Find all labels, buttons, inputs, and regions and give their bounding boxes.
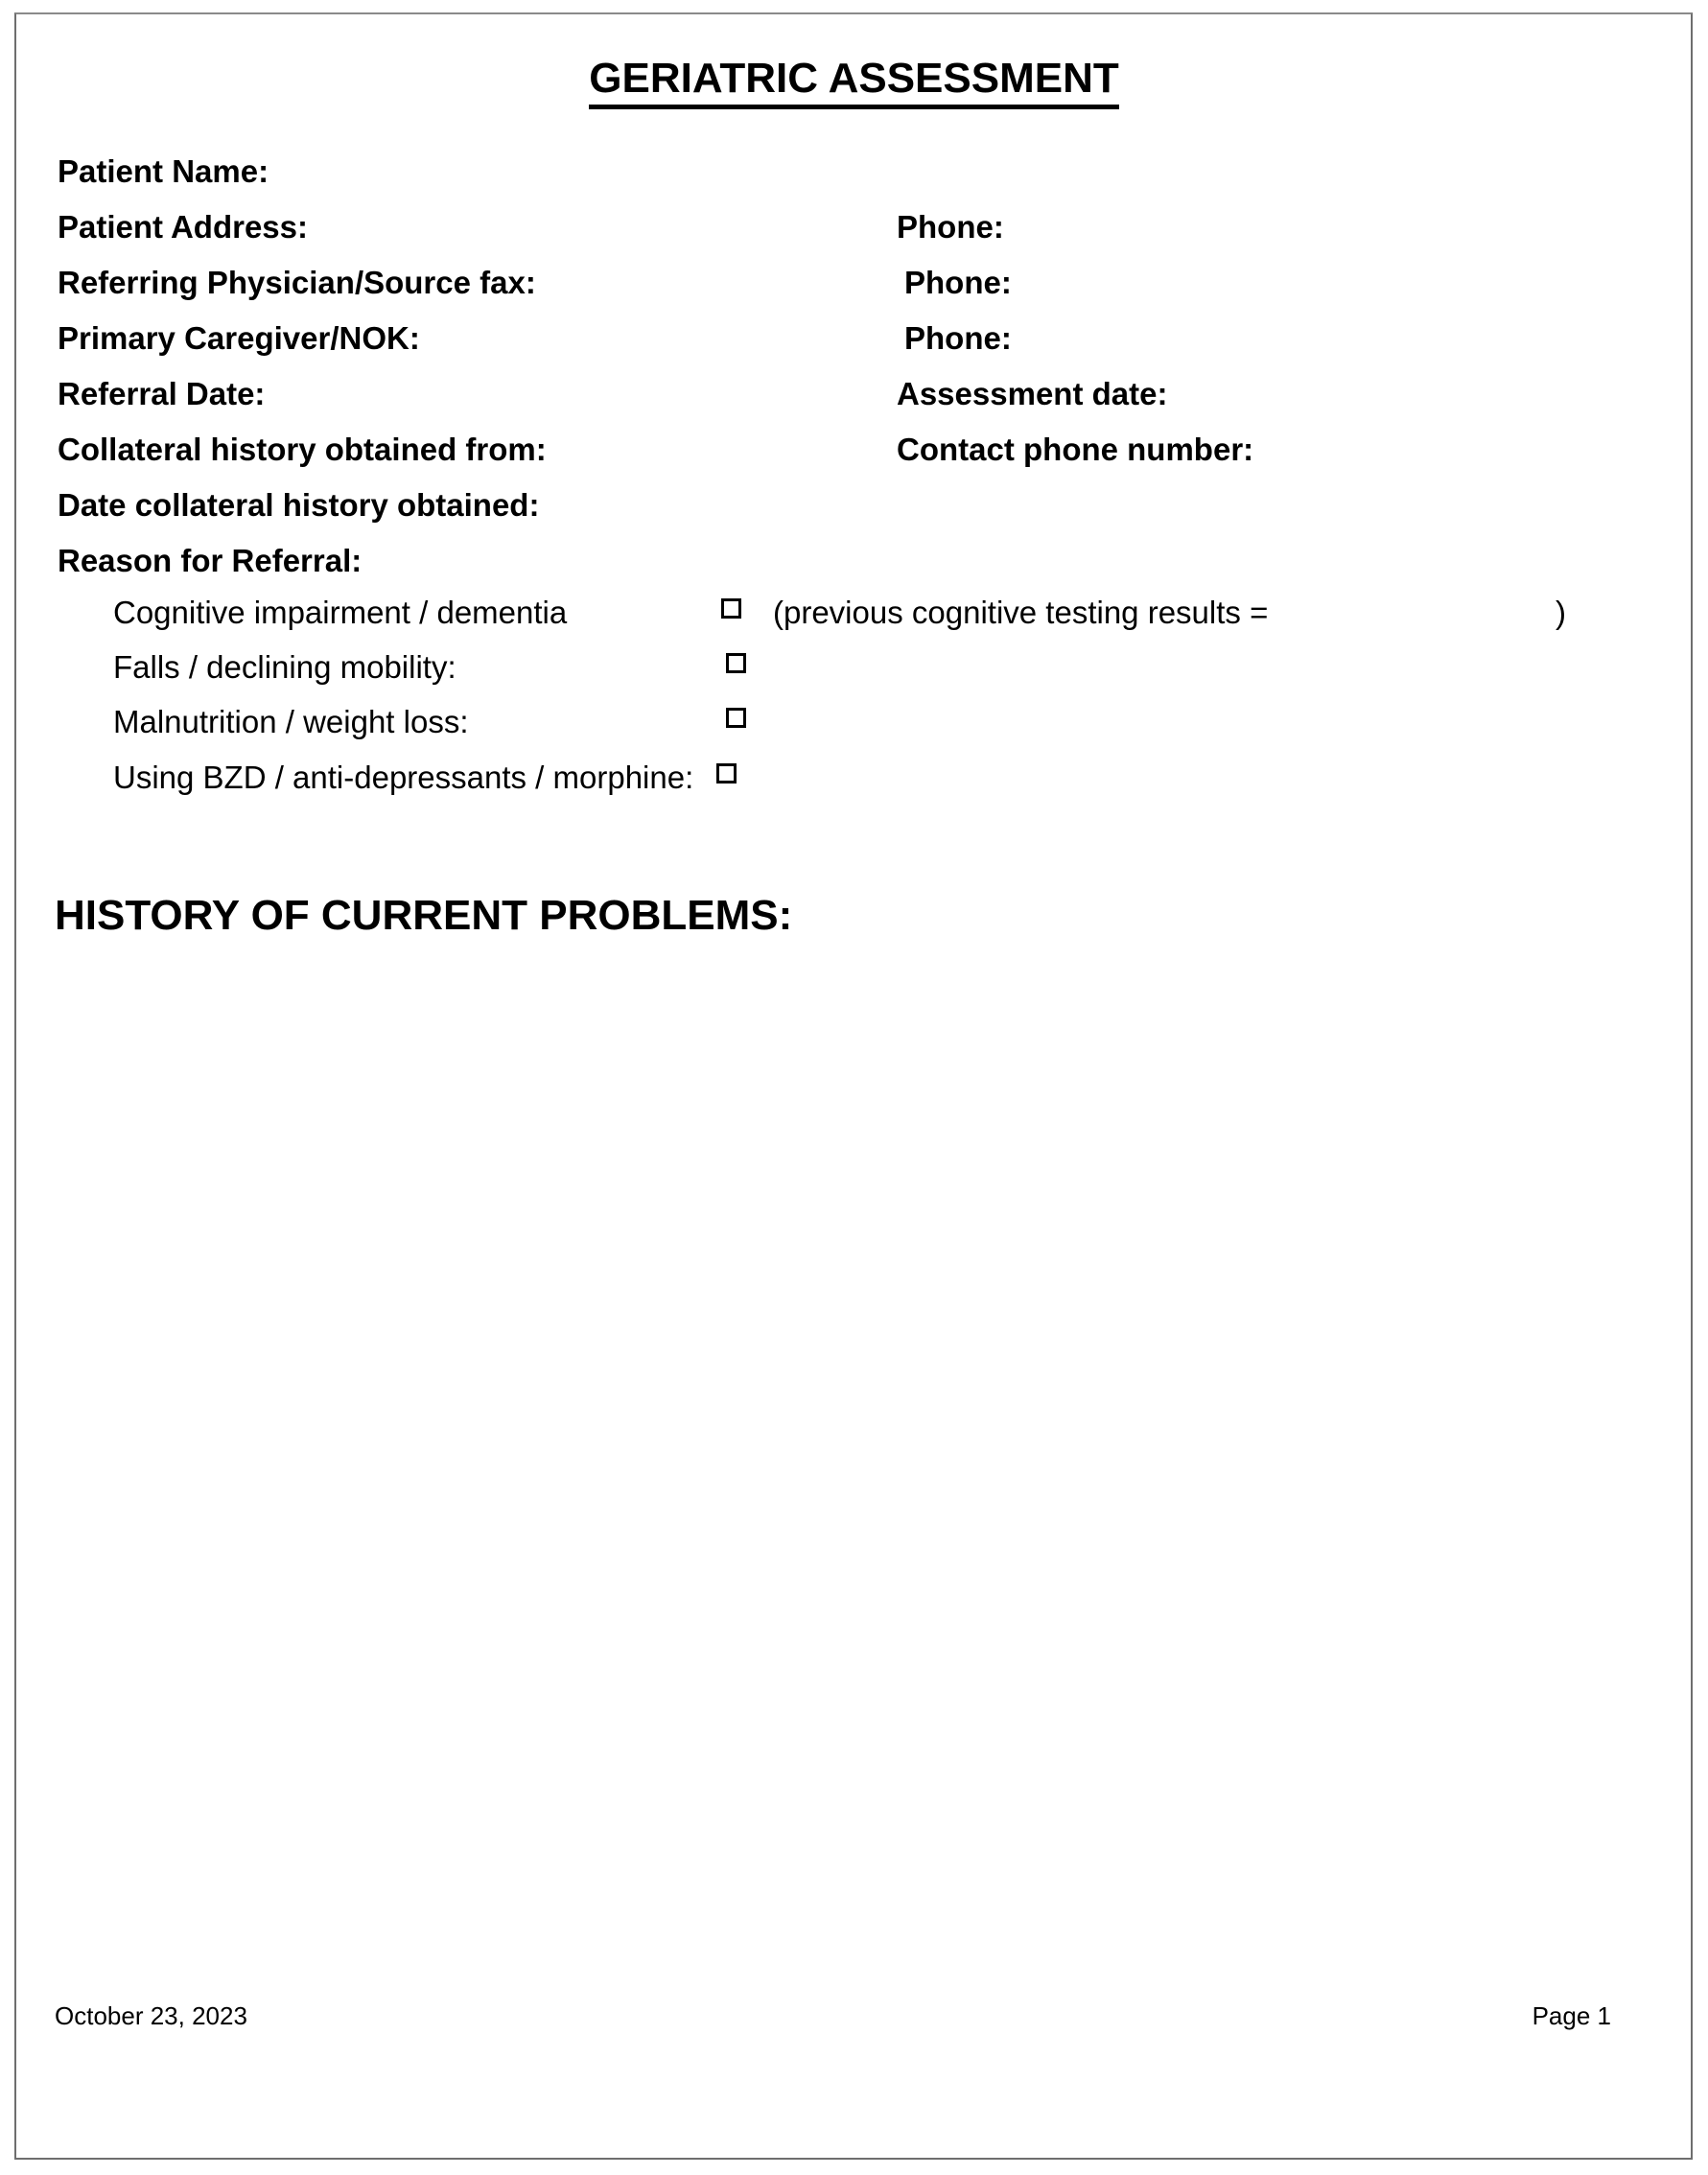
assessment-date-label: Assessment date: [897,376,1168,411]
cognitive-impairment-checkbox[interactable] [721,598,741,619]
date-collateral-obtained-label: Date collateral history obtained: [58,487,540,523]
reason-row-malnutrition [113,704,1648,746]
page-title: GERIATRIC ASSESSMENT [589,56,1119,109]
referral-date-label: Referral Date: [58,376,266,411]
bzd-antidepressants-checkbox[interactable] [716,763,737,783]
cognitive-impairment-label: Cognitive impairment / dementia [113,595,568,630]
falls-mobility-checkbox[interactable] [726,653,746,673]
footer-page-number: Page 1 [1532,2001,1611,2030]
field-row-patient-name [58,153,1650,196]
reason-row-cognitive-impairment [113,595,1648,637]
field-row-primary-caregiver [58,320,1650,362]
reason-row-bzd-antidepressants [113,760,1648,802]
referring-physician-label: Referring Physician/Source fax: [58,265,536,300]
patient-address-label: Patient Address: [58,209,309,245]
reason-row-falls-mobility [113,649,1648,691]
bzd-antidepressants-label: Using BZD / anti-depressants / morphine: [113,760,694,795]
falls-mobility-label: Falls / declining mobility: [113,649,456,685]
contact-phone-number-label: Contact phone number: [897,432,1254,467]
previous-testing-note: (previous cognitive testing results = [773,595,1269,630]
collateral-history-label: Collateral history obtained from: [58,432,547,467]
malnutrition-checkbox[interactable] [726,708,746,728]
footer-date: October 23, 2023 [55,2001,247,2030]
field-row-referring-physician [58,265,1650,307]
field-row-patient-address [58,209,1650,251]
field-row-date-collateral-obtained [58,487,1650,529]
title-row [0,56,1708,109]
patient-name-label: Patient Name: [58,153,269,189]
patient-phone-label: Phone: [897,209,1004,245]
field-row-referral-date [58,376,1650,418]
malnutrition-label: Malnutrition / weight loss: [113,704,469,739]
referring-physician-phone-label: Phone: [904,265,1012,300]
reason-for-referral-label: Reason for Referral: [58,543,363,578]
previous-testing-note-close-paren: ) [1556,595,1566,630]
field-row-reason-for-referral [58,543,1650,585]
caregiver-phone-label: Phone: [904,320,1012,356]
field-row-collateral-history [58,432,1650,474]
history-current-problems-heading: HISTORY OF CURRENT PROBLEMS: [55,892,793,939]
primary-caregiver-label: Primary Caregiver/NOK: [58,320,420,356]
